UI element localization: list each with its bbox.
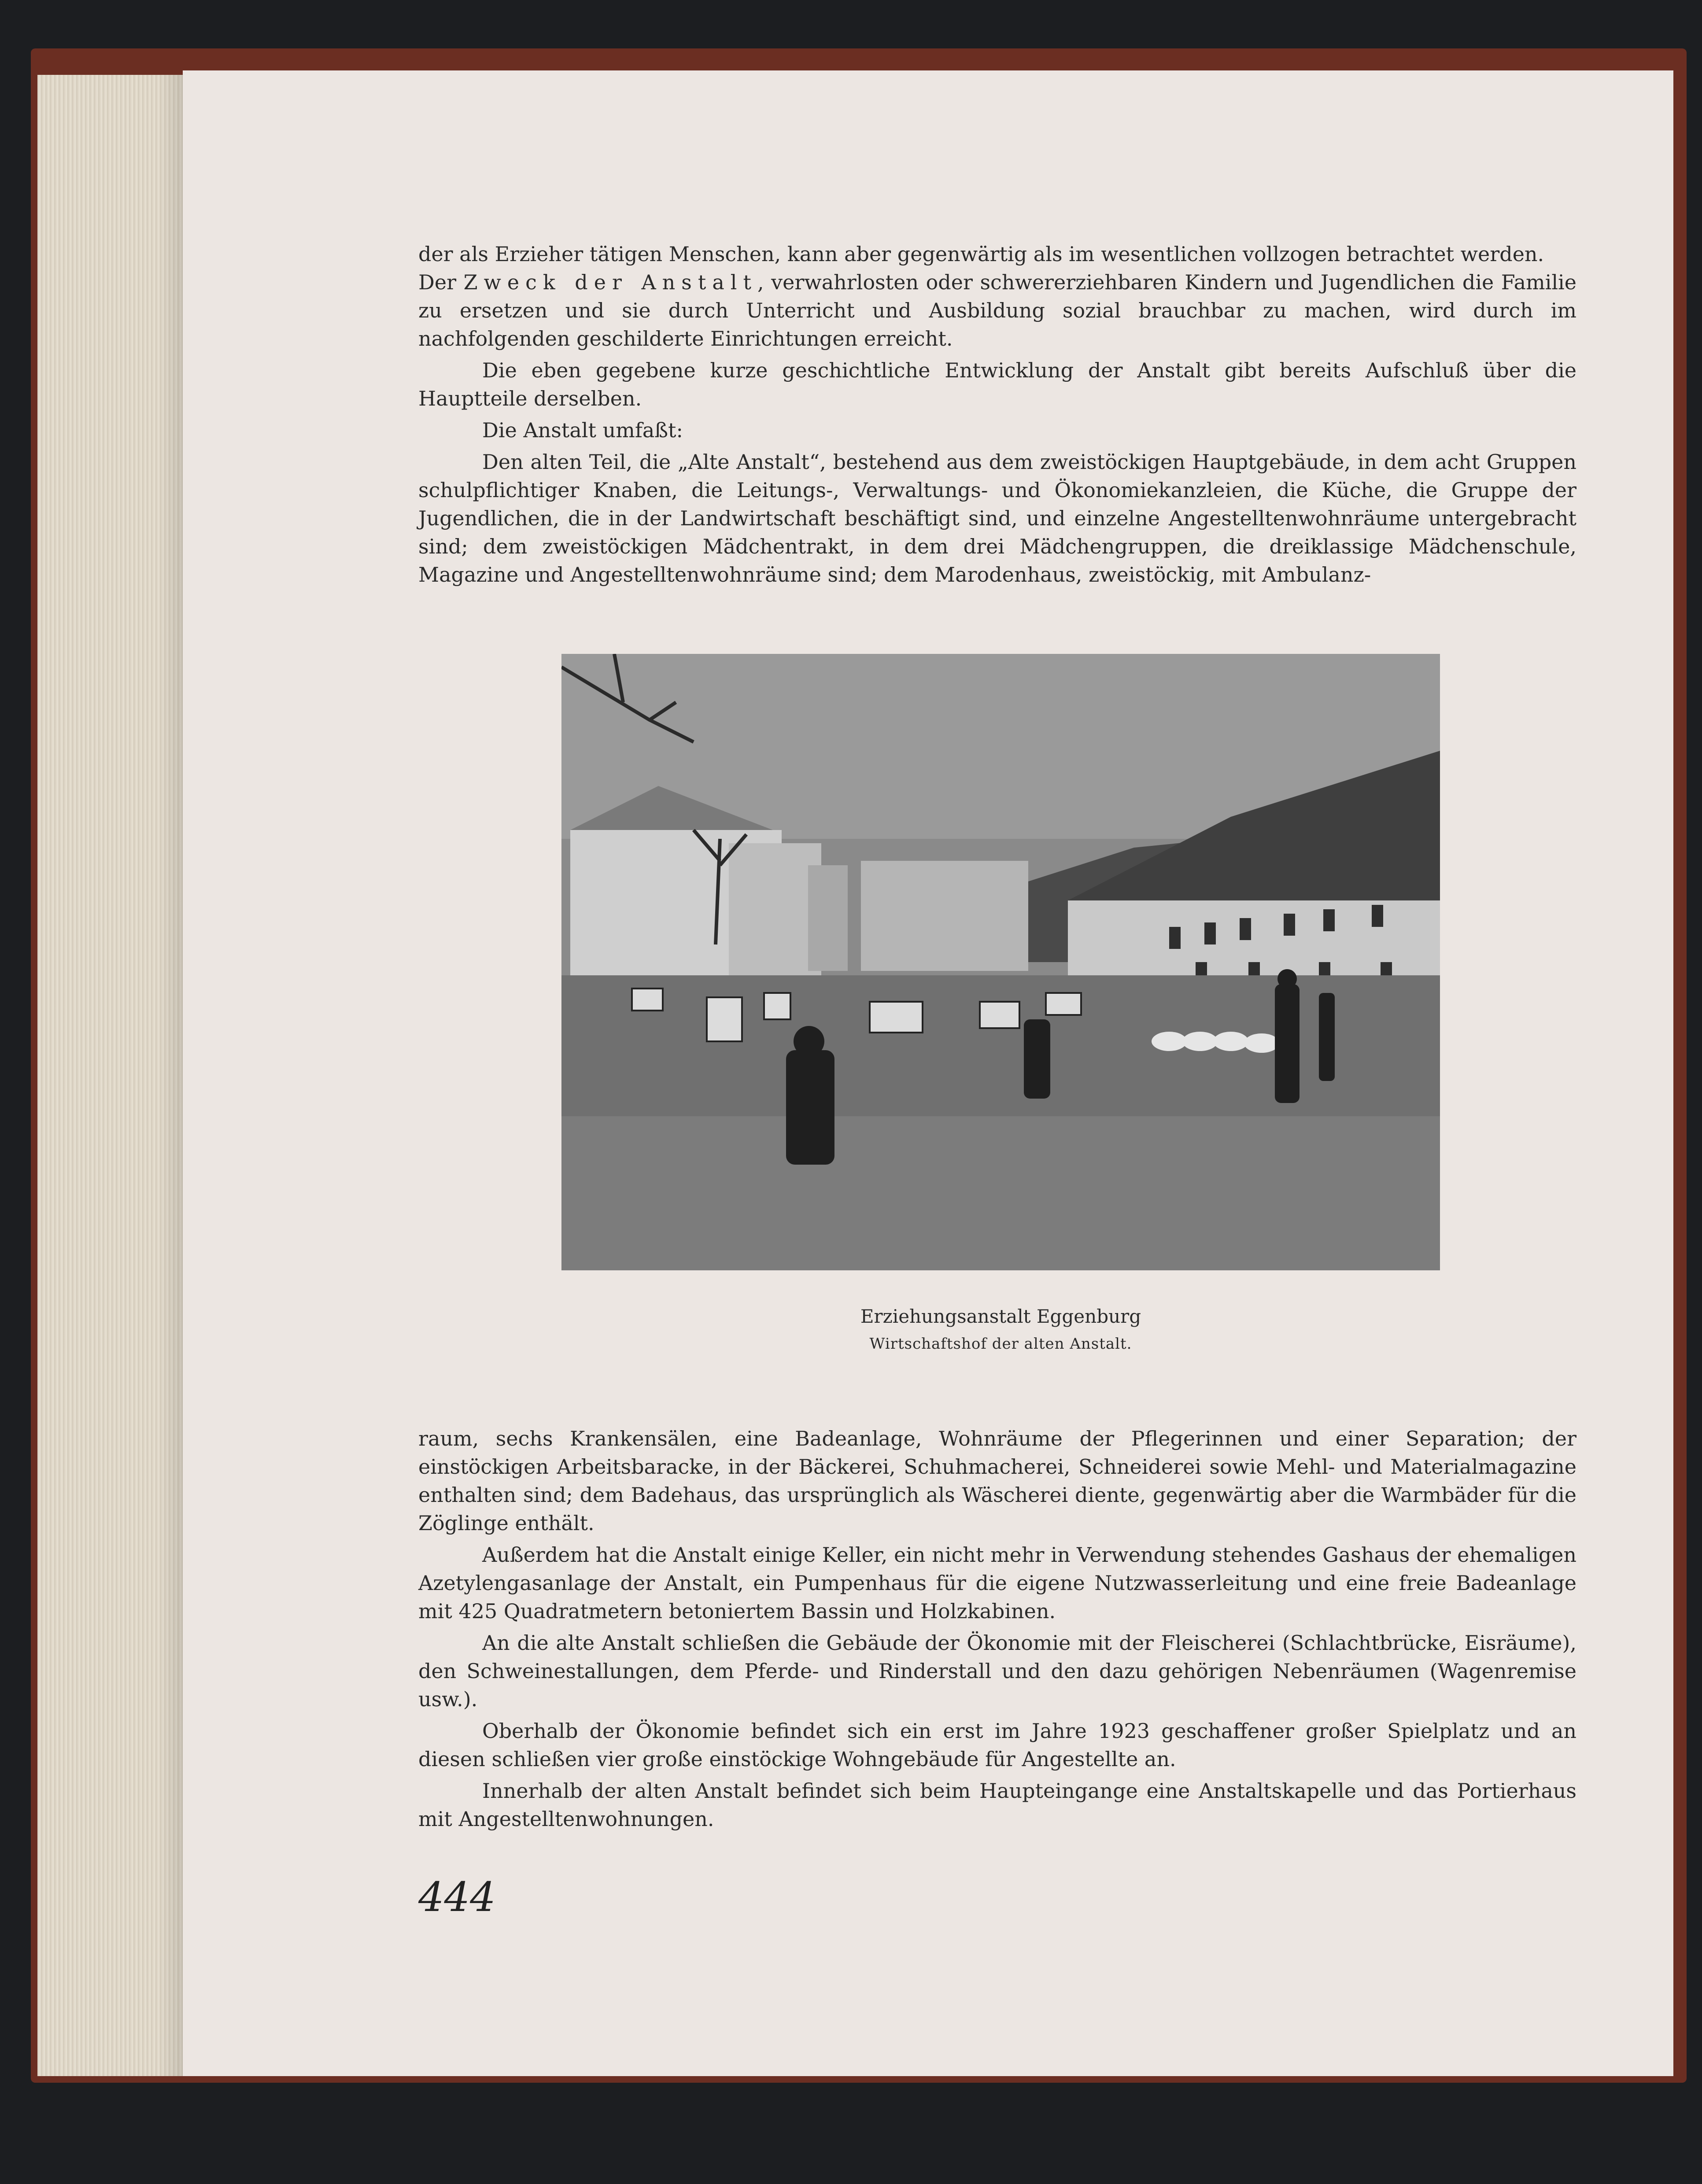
paragraph-intro: der als Erzieher tätigen Menschen, kann aber gegenwärtig als im wesentlichen vollzogen betrachtet werden. bbox=[418, 242, 1544, 266]
farmyard-photo-drawing bbox=[561, 654, 1440, 1270]
paragraph-ausserdem: Außerdem hat die Anstalt einige Keller, ein nicht mehr in Verwendung stehendes Gashaus der ehemaligen Azetylengasanlage der Anstalt, ein Pumpenhaus für die eigene Nutzwasserleitung und eine freie Badeanlage mit 425 Quadratmetern betoniertem Bassin und Holzkabinen. bbox=[418, 1543, 1576, 1623]
zweck-spaced-term: Zweck der Anstalt bbox=[463, 270, 758, 294]
photo-caption-subtitle: Wirtschaftshof der alten Anstalt. bbox=[869, 1335, 1132, 1353]
paragraph-spielplatz: Oberhalb der Ökonomie befindet sich ein erst im Jahre 1923 geschaffener großer Spielplatz und an diesen schließen vier große einstöckige Wohngebäude für Angestellte an. bbox=[418, 1719, 1576, 1771]
text-block-bottom bbox=[418, 1424, 1576, 1833]
farmyard-photo bbox=[561, 654, 1440, 1270]
paragraph-alter-teil: Den alten Teil, die „Alte Anstalt“, bestehend aus dem zweistöckigen Hauptgebäude, in dem acht Gruppen schulpflichtiger Knaben, die Leitungs-, Verwaltungs- und Ökonomiekanzleien, die Küche, die Gruppe der Jugendlichen, die in der Landwirtschaft beschäftigt sind, und einzelne Angestelltenwohnräume untergebracht sind; dem zweistöckigen Mädchentrakt, in dem drei Mädchengruppen, die dreiklassige Mädchenschule, Magazine und Angestelltenwohnräume sind; dem Marodenhaus, zweistöckig, mit Ambulanz- bbox=[418, 450, 1576, 587]
page-edges-shadow bbox=[159, 75, 185, 2076]
zweck-prefix: Der bbox=[418, 270, 457, 294]
page-number: 444 bbox=[418, 1874, 496, 1921]
paragraph-oekonomie: An die alte Anstalt schließen die Gebäude der Ökonomie mit der Fleischerei (Schlachtbrücke, Eisräume), den Schweinestallungen, dem Pferde- und Rinderstall und den dazu gehörigen Nebenräumen (Wagenremise usw.). bbox=[418, 1631, 1576, 1711]
zweck-rest: , verwahrlosten oder schwererziehbaren Kindern und Jugendlichen die Familie zu ersetzen und sie durch Unterricht und Ausbildung sozial brauchbar zu machen, wird durch im nachfolgenden geschilderte Einrichtungen erreicht. bbox=[418, 270, 1576, 350]
paragraph-kapelle: Innerhalb der alten Anstalt befindet sich beim Haupteingange eine Anstaltskapelle und das Portierhaus mit Angestelltenwohnungen. bbox=[418, 1779, 1576, 1831]
paragraph-umfasst: Die Anstalt umfaßt: bbox=[482, 418, 683, 442]
text-block-top bbox=[418, 240, 1576, 589]
paragraph-zweck bbox=[418, 268, 1576, 353]
paragraph-raum: raum, sechs Krankensälen, eine Badeanlage, Wohnräume der Pflegerinnen und einer Separation; der einstöckigen Arbeitsbaracke, in der Bäckerei, Schuhmacherei, Schneiderei sowie Mehl- und Materialmagazine enthalten sind; dem Badehaus, das ursprünglich als Wäscherei diente, gegenwärtig aber die Warmbäder für die Zöglinge enthält. bbox=[418, 1427, 1576, 1535]
photo-caption-title: Erziehungsanstalt Eggenburg bbox=[860, 1306, 1141, 1327]
paragraph-entwicklung: Die eben gegebene kurze geschichtliche Entwicklung der Anstalt gibt bereits Aufschluß über die Hauptteile derselben. bbox=[418, 358, 1576, 410]
